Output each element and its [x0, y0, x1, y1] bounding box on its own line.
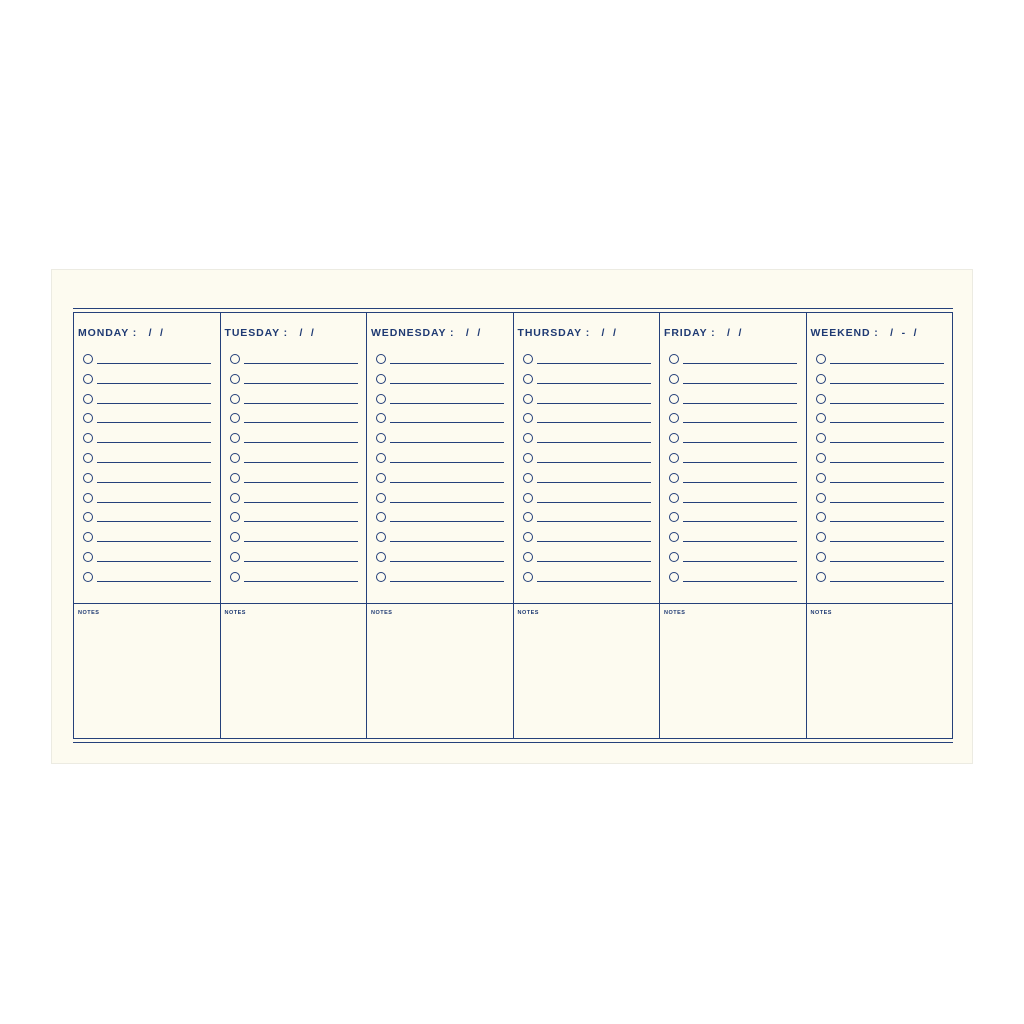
task-row [669, 353, 797, 373]
task-line[interactable] [97, 363, 211, 364]
day-column-monday [74, 313, 221, 738]
task-checkbox[interactable] [523, 512, 533, 522]
task-checkbox[interactable] [523, 532, 533, 542]
task-list [669, 353, 797, 591]
task-checkbox[interactable] [816, 453, 826, 463]
task-row [523, 531, 651, 551]
task-line[interactable] [683, 383, 797, 384]
task-row [523, 511, 651, 531]
task-line[interactable] [683, 403, 797, 404]
task-line[interactable] [244, 541, 358, 542]
task-row [230, 373, 358, 393]
task-row [523, 412, 651, 432]
task-row [83, 412, 211, 432]
task-line[interactable] [244, 403, 358, 404]
task-checkbox[interactable] [816, 354, 826, 364]
task-checkbox[interactable] [816, 413, 826, 423]
task-line[interactable] [390, 541, 504, 542]
task-checkbox[interactable] [376, 493, 386, 503]
task-row [376, 531, 504, 551]
task-row [669, 432, 797, 452]
task-row [83, 393, 211, 413]
task-row [376, 511, 504, 531]
task-row [230, 472, 358, 492]
task-line[interactable] [830, 561, 944, 562]
task-row [230, 531, 358, 551]
task-checkbox[interactable] [376, 512, 386, 522]
task-line[interactable] [537, 403, 651, 404]
task-row [83, 571, 211, 591]
task-row [523, 571, 651, 591]
day-header: FRIDAY : / / [664, 327, 743, 339]
task-list [83, 353, 211, 591]
task-checkbox[interactable] [376, 453, 386, 463]
task-checkbox[interactable] [523, 552, 533, 562]
task-checkbox[interactable] [83, 413, 93, 423]
task-checkbox[interactable] [230, 473, 240, 483]
task-checkbox[interactable] [523, 572, 533, 582]
task-row [230, 353, 358, 373]
task-checkbox[interactable] [83, 354, 93, 364]
task-checkbox[interactable] [669, 572, 679, 582]
task-checkbox[interactable] [376, 473, 386, 483]
day-column-friday [660, 313, 807, 738]
task-row [83, 531, 211, 551]
task-list [816, 353, 944, 591]
task-line[interactable] [683, 422, 797, 423]
notes-area[interactable] [221, 603, 367, 738]
task-row [83, 551, 211, 571]
notes-area[interactable] [660, 603, 806, 738]
task-line[interactable] [830, 541, 944, 542]
task-row [230, 571, 358, 591]
task-line[interactable] [683, 581, 797, 582]
task-row [376, 393, 504, 413]
task-row [83, 452, 211, 472]
task-line[interactable] [683, 462, 797, 463]
task-checkbox[interactable] [83, 473, 93, 483]
task-checkbox[interactable] [83, 512, 93, 522]
notes-label: NOTES [78, 610, 100, 616]
task-checkbox[interactable] [669, 453, 679, 463]
task-line[interactable] [830, 581, 944, 582]
task-line[interactable] [537, 383, 651, 384]
task-row [83, 511, 211, 531]
task-row [523, 353, 651, 373]
day-column-tuesday [221, 313, 368, 738]
task-row [230, 511, 358, 531]
task-row [669, 511, 797, 531]
task-checkbox[interactable] [523, 493, 533, 503]
task-line[interactable] [830, 383, 944, 384]
task-checkbox[interactable] [669, 473, 679, 483]
task-checkbox[interactable] [523, 354, 533, 364]
task-checkbox[interactable] [816, 493, 826, 503]
task-line[interactable] [390, 581, 504, 582]
task-checkbox[interactable] [669, 512, 679, 522]
task-checkbox[interactable] [669, 493, 679, 503]
task-line[interactable] [537, 561, 651, 562]
task-line[interactable] [537, 422, 651, 423]
day-header: WEDNESDAY : / / [371, 327, 482, 339]
planner-grid [73, 308, 953, 743]
task-line[interactable] [537, 462, 651, 463]
day-column-wednesday [367, 313, 514, 738]
task-row [669, 412, 797, 432]
task-line[interactable] [390, 521, 504, 522]
task-line[interactable] [97, 442, 211, 443]
task-row [83, 373, 211, 393]
task-checkbox[interactable] [376, 532, 386, 542]
task-line[interactable] [830, 462, 944, 463]
task-checkbox[interactable] [230, 394, 240, 404]
task-row [816, 452, 944, 472]
task-checkbox[interactable] [83, 572, 93, 582]
task-row [816, 571, 944, 591]
task-row [669, 373, 797, 393]
task-line[interactable] [244, 581, 358, 582]
task-checkbox[interactable] [83, 374, 93, 384]
task-line[interactable] [97, 383, 211, 384]
task-checkbox[interactable] [816, 394, 826, 404]
task-checkbox[interactable] [230, 453, 240, 463]
notes-label: NOTES [371, 610, 393, 616]
task-row [669, 452, 797, 472]
task-row [230, 452, 358, 472]
task-checkbox[interactable] [816, 473, 826, 483]
task-line[interactable] [244, 462, 358, 463]
task-row [230, 393, 358, 413]
task-row [816, 511, 944, 531]
task-row [523, 452, 651, 472]
task-row [669, 393, 797, 413]
task-line[interactable] [537, 482, 651, 483]
notes-label: NOTES [224, 610, 246, 616]
task-checkbox[interactable] [816, 532, 826, 542]
task-row [816, 551, 944, 571]
task-checkbox[interactable] [669, 394, 679, 404]
task-checkbox[interactable] [376, 394, 386, 404]
task-line[interactable] [537, 502, 651, 503]
task-line[interactable] [97, 422, 211, 423]
task-checkbox[interactable] [230, 374, 240, 384]
day-header: WEEKEND : / - / [810, 327, 918, 339]
notes-label: NOTES [664, 610, 686, 616]
task-line[interactable] [97, 462, 211, 463]
notes-area[interactable] [367, 603, 513, 738]
notes-label: NOTES [517, 610, 539, 616]
task-checkbox[interactable] [230, 413, 240, 423]
task-checkbox[interactable] [83, 493, 93, 503]
task-row [816, 432, 944, 452]
task-line[interactable] [683, 561, 797, 562]
task-row [376, 452, 504, 472]
task-row [523, 393, 651, 413]
notes-area[interactable] [514, 603, 660, 738]
task-line[interactable] [97, 403, 211, 404]
task-checkbox[interactable] [669, 413, 679, 423]
task-line[interactable] [244, 521, 358, 522]
task-row [376, 492, 504, 512]
task-line[interactable] [244, 383, 358, 384]
task-row [523, 472, 651, 492]
task-line[interactable] [390, 422, 504, 423]
notes-label: NOTES [810, 610, 832, 616]
task-row [523, 492, 651, 512]
task-row [816, 412, 944, 432]
task-row [376, 551, 504, 571]
task-list [230, 353, 358, 591]
task-line[interactable] [390, 482, 504, 483]
notes-area[interactable] [807, 603, 953, 738]
task-line[interactable] [390, 363, 504, 364]
task-row [230, 492, 358, 512]
task-line[interactable] [244, 482, 358, 483]
task-row [816, 393, 944, 413]
task-row [669, 551, 797, 571]
task-checkbox[interactable] [523, 433, 533, 443]
task-list [523, 353, 651, 591]
task-row [376, 353, 504, 373]
task-row [669, 492, 797, 512]
task-row [523, 432, 651, 452]
task-line[interactable] [537, 442, 651, 443]
task-row [83, 353, 211, 373]
planner-frame [73, 312, 953, 739]
task-line[interactable] [244, 561, 358, 562]
task-row [230, 551, 358, 571]
task-row [376, 472, 504, 492]
task-line[interactable] [830, 482, 944, 483]
task-line[interactable] [537, 581, 651, 582]
task-line[interactable] [683, 482, 797, 483]
task-row [83, 492, 211, 512]
task-row [376, 412, 504, 432]
task-line[interactable] [244, 502, 358, 503]
task-checkbox[interactable] [376, 572, 386, 582]
task-line[interactable] [97, 521, 211, 522]
task-line[interactable] [97, 482, 211, 483]
task-checkbox[interactable] [83, 552, 93, 562]
task-line[interactable] [683, 541, 797, 542]
task-list [376, 353, 504, 591]
task-line[interactable] [683, 502, 797, 503]
task-row [376, 432, 504, 452]
task-row [816, 472, 944, 492]
task-row [83, 432, 211, 452]
task-row [230, 412, 358, 432]
task-line[interactable] [537, 541, 651, 542]
day-column-thursday [514, 313, 661, 738]
task-line[interactable] [244, 422, 358, 423]
task-checkbox[interactable] [523, 394, 533, 404]
task-line[interactable] [830, 502, 944, 503]
task-line[interactable] [683, 521, 797, 522]
task-checkbox[interactable] [523, 413, 533, 423]
task-checkbox[interactable] [83, 532, 93, 542]
task-line[interactable] [244, 363, 358, 364]
task-row [816, 373, 944, 393]
task-checkbox[interactable] [816, 552, 826, 562]
day-header: THURSDAY : / / [517, 327, 617, 339]
task-line[interactable] [390, 462, 504, 463]
task-checkbox[interactable] [83, 433, 93, 443]
task-row [816, 492, 944, 512]
task-checkbox[interactable] [816, 374, 826, 384]
task-line[interactable] [683, 363, 797, 364]
task-checkbox[interactable] [83, 453, 93, 463]
task-checkbox[interactable] [230, 572, 240, 582]
task-checkbox[interactable] [83, 394, 93, 404]
task-line[interactable] [830, 442, 944, 443]
task-line[interactable] [537, 363, 651, 364]
day-header: MONDAY : / / [78, 327, 164, 339]
task-row [669, 472, 797, 492]
task-checkbox[interactable] [376, 374, 386, 384]
task-checkbox[interactable] [376, 433, 386, 443]
task-line[interactable] [683, 442, 797, 443]
task-checkbox[interactable] [816, 433, 826, 443]
task-checkbox[interactable] [230, 532, 240, 542]
task-checkbox[interactable] [523, 453, 533, 463]
task-checkbox[interactable] [230, 354, 240, 364]
task-checkbox[interactable] [230, 552, 240, 562]
task-line[interactable] [97, 561, 211, 562]
task-line[interactable] [97, 502, 211, 503]
task-line[interactable] [390, 502, 504, 503]
task-line[interactable] [537, 521, 651, 522]
task-line[interactable] [830, 403, 944, 404]
task-checkbox[interactable] [230, 512, 240, 522]
task-line[interactable] [244, 442, 358, 443]
task-checkbox[interactable] [669, 354, 679, 364]
planner-sheet [51, 269, 973, 764]
task-checkbox[interactable] [669, 374, 679, 384]
task-line[interactable] [97, 541, 211, 542]
task-row [523, 373, 651, 393]
task-row [816, 353, 944, 373]
task-checkbox[interactable] [523, 473, 533, 483]
day-header: TUESDAY : / / [224, 327, 315, 339]
task-row [376, 571, 504, 591]
task-line[interactable] [97, 581, 211, 582]
task-checkbox[interactable] [376, 354, 386, 364]
task-row [669, 531, 797, 551]
task-line[interactable] [390, 442, 504, 443]
day-column-weekend [807, 313, 953, 738]
task-row [376, 373, 504, 393]
task-checkbox[interactable] [230, 493, 240, 503]
task-line[interactable] [390, 403, 504, 404]
task-line[interactable] [830, 521, 944, 522]
task-checkbox[interactable] [376, 552, 386, 562]
task-line[interactable] [830, 422, 944, 423]
task-checkbox[interactable] [230, 433, 240, 443]
task-line[interactable] [390, 383, 504, 384]
task-checkbox[interactable] [376, 413, 386, 423]
task-row [230, 432, 358, 452]
task-line[interactable] [390, 561, 504, 562]
task-checkbox[interactable] [669, 433, 679, 443]
task-row [523, 551, 651, 571]
task-row [669, 571, 797, 591]
task-row [83, 472, 211, 492]
task-row [816, 531, 944, 551]
task-checkbox[interactable] [523, 374, 533, 384]
task-checkbox[interactable] [669, 532, 679, 542]
task-line[interactable] [830, 363, 944, 364]
task-checkbox[interactable] [669, 552, 679, 562]
notes-area[interactable] [74, 603, 220, 738]
task-checkbox[interactable] [816, 512, 826, 522]
task-checkbox[interactable] [816, 572, 826, 582]
